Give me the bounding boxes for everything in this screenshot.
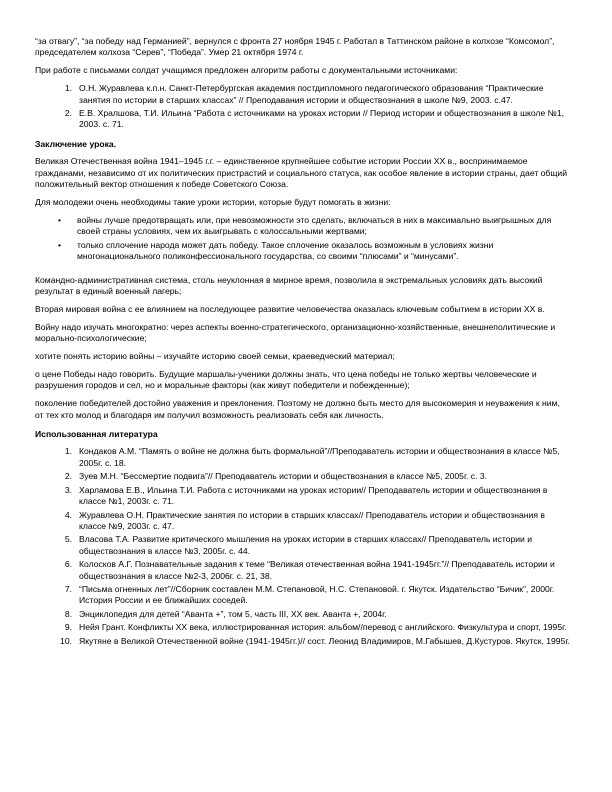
- list-number: 10.: [60, 635, 72, 646]
- list-item: [35, 510, 570, 533]
- list-text: Зуев М.Н. “Бессмертие подвига”// Преподаватель истории и обществознания в классе №5, 2005г. с. 3.: [79, 471, 488, 482]
- conclusion-heading: Заключение урока.: [35, 138, 117, 149]
- list-number: 2.: [64, 108, 72, 119]
- list-text: Власова Т.А. Развитие критического мышления на уроках истории в старших классах// Преподаватель истории и обществознания в классе №3, 2005г. с. 44.: [79, 534, 533, 556]
- conclusion-paragraph: хотите понять историю войны – изучайте историю своей семьи, краеведческий материал;: [35, 351, 395, 362]
- list-text: Якутяне в Великой Отечественной войне (1941-1945гг.)// сост. Леонид Владимиров, М.Габышев, Д.Кустуров. Якутск, 1995г.: [79, 635, 570, 646]
- list-item: [35, 83, 570, 106]
- list-number: 7.: [64, 583, 72, 594]
- list-number: 2.: [64, 471, 72, 482]
- list-text: Е.В. Хралшова, Т.И. Ильина “Работа с источниками на уроках истории // Период истории и обществознания в школе №1, 2003. с. 71.: [79, 108, 564, 130]
- list-text: Нейя Грант. Конфликты ХХ века, иллюстрированная история: альбом//перевод с английского. Физкультура и спорт, 1995г.: [79, 622, 567, 633]
- list-text: войны лучше предотвращать или, при невозможности это сделать, включаться в них в максимально выигрышных для своей страны условиях, чем их выигрывать с колоссальными жертвами;: [77, 214, 552, 237]
- list-number: 9.: [64, 622, 72, 633]
- algorithm-paragraph: При работе с письмами солдат учащимся предложен алгоритм работы с документальными источниками:: [35, 65, 458, 76]
- list-number: 8.: [64, 608, 72, 619]
- list-item: [35, 559, 570, 582]
- list-item: [35, 215, 570, 238]
- literature-heading: Использованная литература: [35, 429, 158, 440]
- list-item: [35, 636, 570, 647]
- conclusion-paragraph: Войну надо изучать многократно: через аспекты военно-стратегического, организационно-хозяйственные, внешнеполитические и морально-психологические;: [35, 321, 556, 344]
- list-number: 4.: [64, 509, 72, 520]
- list-number: 6.: [64, 559, 72, 570]
- list-item: [35, 446, 570, 469]
- literature-list: [35, 446, 570, 647]
- list-text: Журавлева О.Н. Практические занятия по истории в старших классах// Преподаватель истории и обществознания в классе №9, 2003г. с. 47.: [79, 509, 545, 531]
- conclusion-paragraph: о цене Победы надо говорить. Будущие маршалы-ученики должны знать, что цена победы не только жертвы человеческие и разрушения городов и сел, но и моральные факторы (как живут победители и побежденные);: [35, 368, 537, 391]
- list-text: Колосков А.Г. Познавательные задания к теме “Великая отечественная война 1941-1945гг.”// Преподаватель истории и обществознания в классе №2-3, 2006г. с. 21, 38.: [79, 559, 555, 581]
- list-text: только сплочение народа может дать победу. Такое сплочение оказалось возможным в условиях жизни многонационального поликонфессионального государства, со своими “плюсами” и “минусами”.: [77, 239, 494, 262]
- list-text: О.Н. Журавлева к.п.н. Санкт-Петербургская академия постдипломного педагогического образования “Практические занятия по истории в старших классах” // Преподавания истории и обществознания в школе №9, 2003. с.47.: [79, 83, 544, 105]
- list-text: “Письма огненных лет”//Сборник составлен М.М. Степановой, Н.С. Степановой. г. Якутск. Издательство “Бичик”, 2000г. История России и ее ближайших соседей.: [79, 583, 555, 606]
- list-item: [35, 471, 570, 482]
- list-item: [35, 240, 570, 263]
- bullet-icon: •: [58, 214, 62, 225]
- conclusion-paragraph: Вторая мировая война с ее влиянием на последующее развитие человечества оказалась ключевым событием в истории ХХ в.: [35, 303, 545, 314]
- list-text: Кондаков А.М. “Память о войне не должна быть формальной”//Преподаватель истории и обществознания в классе №5, 2005г. с. 18.: [79, 446, 560, 468]
- list-number: 3.: [64, 484, 72, 495]
- list-number: 1.: [64, 83, 72, 94]
- conclusion-paragraph: поколение победителей достойно уважения и преклонения. Поэтому не должно быть место для высокомерия и неуважения к ним, от тех кто молод и благодаря им получил возможность реализовать себя как личность.: [35, 398, 560, 420]
- bullet-icon: •: [58, 239, 62, 250]
- list-item: [35, 485, 570, 508]
- list-item: [35, 584, 570, 607]
- conclusion-paragraph: Великая Отечественная война 1941–1945 г.г. – единственное крупнейшее событие истории России ХХ в., воспринимаемое гражданами, независимо от их политических пристрастий и социального статуса, как особое явление в истории страны, дает общий положительный вектор отношения к победе Советского Союза.: [35, 156, 568, 190]
- lessons-list: [35, 215, 570, 263]
- list-number: 5.: [64, 534, 72, 545]
- list-item: [35, 108, 570, 131]
- list-number: 1.: [64, 446, 72, 457]
- list-item: [35, 622, 570, 633]
- sources-list: [35, 83, 570, 131]
- conclusion-paragraph: Для молодежи очень необходимы такие уроки истории, которые будут помогать в жизни:: [35, 196, 391, 207]
- list-text: Энциклопедия для детей “Аванта +”, том 5, часть III, ХХ век. Аванта +, 2004г.: [79, 608, 387, 619]
- list-item: [35, 534, 570, 557]
- document-page: [35, 36, 570, 653]
- list-text: Харламова Е.В., Ильина Т.И. Работа с источниками на уроках истории// Преподаватель истории и обществознания в классе №1, 2003г. с. 71.: [79, 484, 548, 507]
- intro-paragraph: “за отвагу”, “за победу над Германией”, вернулся с фронта 27 ноября 1945 г. Работал в Таттинском районе в колхозе “Комсомол”, председателем колхоза “Серев”, “Победа”. Умер 21 октября 1974 г.: [35, 36, 555, 58]
- list-item: [35, 609, 570, 620]
- conclusion-paragraph: Командно-административная система, столь неуклонная в мирное время, позволила в экстремальных условиях дать высокий результат в единый военный лагерь;: [35, 274, 543, 296]
